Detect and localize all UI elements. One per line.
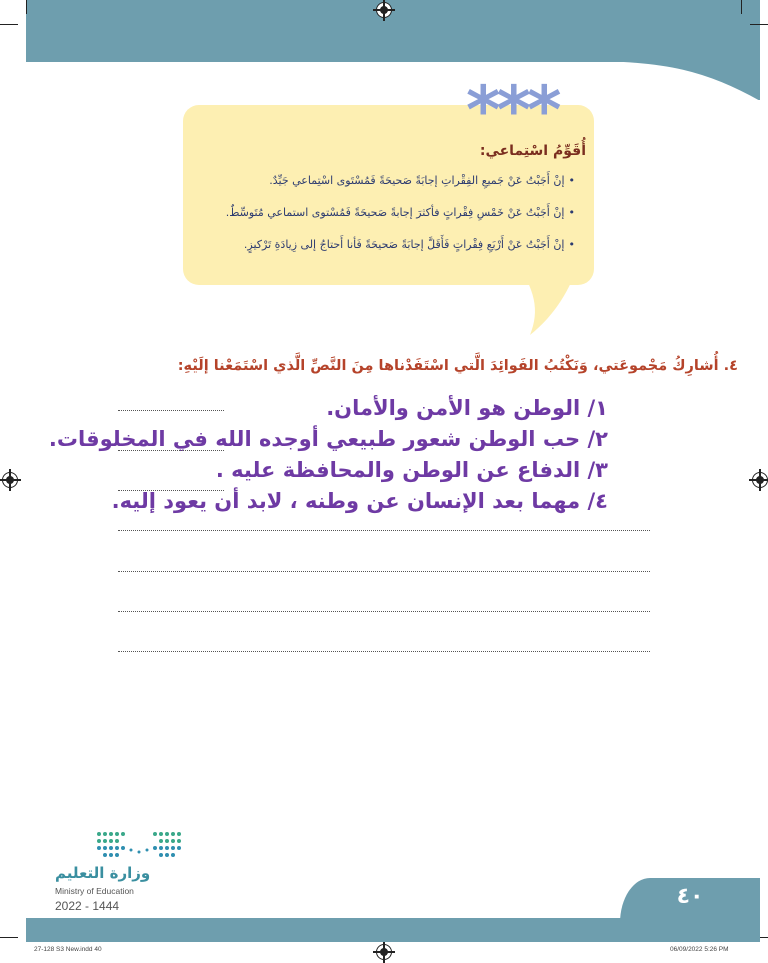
writing-line[interactable] [118,611,650,612]
answer-line: ٣/ الدفاع عن الوطن والمحافظة عليه . [215,458,608,482]
registration-mark [376,2,392,18]
bullet-icon: • [568,206,575,219]
answers-list [49,393,608,517]
registration-mark [2,472,18,488]
task-instruction: ٤. أُشارِكُ مَجْموعَتي، وَنَكْتُبُ الفَوائِدَ الَّتي اسْتَفَدْناها مِنَ النَّصِّ الَّذي اسْتَمَعْنا إلَيْهِ: [177,358,738,374]
header-band-curve [26,62,760,102]
crop-mark [750,24,768,25]
assessment-title: أُقَوِّمُ اسْتِماعي: [479,143,586,159]
answer-line: ٢/ حب الوطن شعور طبيعي أوجده الله في المخلوقات. [48,427,608,451]
registration-mark [376,944,392,960]
answer-line: ١/ الوطن هو الأمن والأمان. [326,396,608,420]
answer-line: ٤/ مهما بعد الإنسان عن وطنه ، لابد أن يعود إليه. [111,489,608,513]
criteria-item [195,238,575,270]
criteria-text: إنْ أَجَبْتُ عَنْ خَمْسِ فِقْراتٍ فأكثرَ إجابةً صَحيحَةً فَمُسْتوى استماعي مُتَوسِّطٌ. [225,206,565,219]
bullet-icon: • [568,238,575,251]
crop-mark [0,937,18,938]
criteria-item [195,174,575,206]
writing-line[interactable] [118,571,650,572]
registration-mark [752,472,768,488]
ministry-name-english: Ministry of Education [55,886,134,896]
criteria-item [195,206,575,238]
writing-line[interactable] [118,651,650,652]
writing-line[interactable] [118,490,224,491]
bubble-tail [500,260,590,340]
writing-line[interactable] [118,450,224,451]
criteria-text: إنْ أَجَبْتُ عَنْ أَرْبَعِ فِقْراتٍ فَأَقَلَّ إجابَةً صَحيحَةً فَأنا أَحتاجُ إلى زِيادَةِ تَرْكيزٍ. [243,238,565,251]
assessment-criteria-list [195,174,575,270]
crop-mark [26,0,27,14]
writing-line[interactable] [118,410,224,411]
ministry-logo-icon [95,830,185,862]
bullet-icon: • [568,174,575,187]
print-slug-file: 27-128 S3 New.indd 40 [34,946,102,953]
crop-mark [741,0,742,14]
crop-mark [0,24,18,25]
criteria-text: إنْ أَجَبْتُ عَنْ جَميعِ الفِقْراتِ إجابَةً صَحيحَةً فَمُسْتَوى اسْتِماعي جَيِّدٌ. [269,174,565,187]
print-slug-date: 06/09/2022 5:26 PM [670,946,729,953]
writing-line[interactable] [118,530,650,531]
page-number: ٤٠ [676,884,704,909]
ministry-name-arabic: وزارة التعليم [55,864,151,882]
edition-year: 2022 - 1444 [55,899,120,913]
stars-icon: *** [466,72,558,149]
